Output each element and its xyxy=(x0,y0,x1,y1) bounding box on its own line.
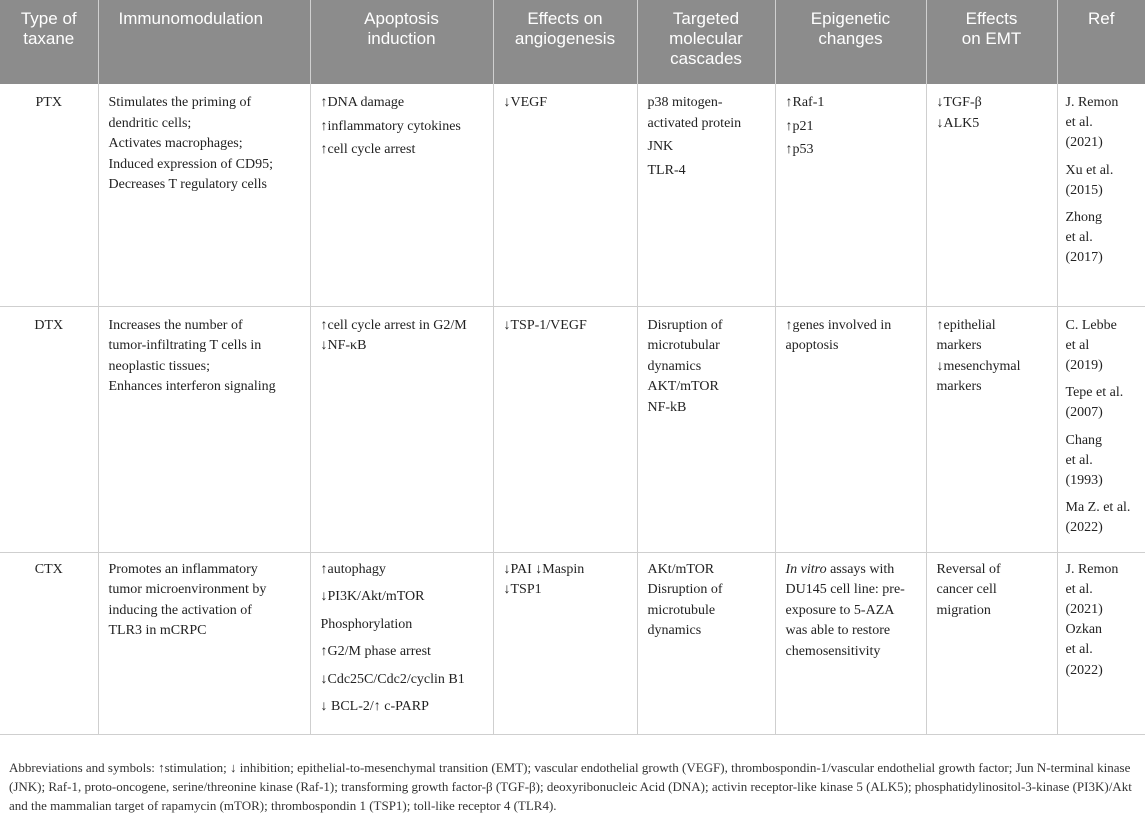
table-row-ctx xyxy=(0,552,1145,734)
cell-references: J. Remon et al. (2021) Xu et al. (2015) Zhong et al. (2017) xyxy=(1057,84,1145,306)
cell-immunomodulation: Stimulates the priming of dendritic cells; Activates macrophages; Induced expression of CD95; Decreases T regulatory cells xyxy=(98,84,310,306)
cell-immunomodulation: Promotes an inflammatory tumor microenvironment by inducing the activation of TLR3 in mCRPC xyxy=(98,552,310,734)
cell-taxane-type: DTX xyxy=(0,306,98,552)
header-epigenetic-changes: Epigenetic changes xyxy=(775,0,926,84)
italic-in-vitro: In vitro xyxy=(785,561,827,577)
cell-apoptosis-induction: ↑cell cycle arrest in G2/M ↓NF-κB xyxy=(310,306,493,552)
cell-molecular-cascades: AKt/mTOR Disruption of microtubule dynamics xyxy=(637,552,775,734)
table-header-row xyxy=(0,0,1145,84)
table-row-dtx xyxy=(0,306,1145,552)
table-row-ptx xyxy=(0,84,1145,306)
cell-angiogenesis: ↓PAI ↓Maspin ↓TSP1 xyxy=(493,552,637,734)
cell-angiogenesis: ↓VEGF xyxy=(493,84,637,306)
cell-molecular-cascades: Disruption of microtubular dynamics AKT/mTOR NF-kB xyxy=(637,306,775,552)
cell-effects-on-emt: Reversal of cancer cell migration xyxy=(926,552,1057,734)
header-effects-on-angiogenesis: Effects on angiogenesis xyxy=(493,0,637,84)
cell-immunomodulation: Increases the number of tumor-infiltrating T cells in neoplastic tissues; Enhances interferon signaling xyxy=(98,306,310,552)
header-apoptosis-induction: Apoptosis induction xyxy=(310,0,493,84)
header-targeted-molecular-cascades: Targeted molecular cascades xyxy=(637,0,775,84)
header-type-of-taxane: Type of taxane xyxy=(0,0,98,84)
cell-references: J. Remon et al. (2021) Ozkan et al. (2022) xyxy=(1057,552,1145,734)
cell-epigenetic-changes: In vitro assays with DU145 cell line: pre- exposure to 5-AZA was able to restore chemosensitivity xyxy=(775,552,926,734)
table-footnote: Abbreviations and symbols: ↑stimulation; ↓ inhibition; epithelial-to-mesenchymal transition (EMT); vascular endothelial growth (VEGF), thrombospondin-1/vascular endothelial growth factor; Jun N-terminal kinase (JNK); Raf-1, proto-oncogene, serine/threonine kinase (Raf-1); transforming growth factor-β (TGF-β); deoxyribonucleic Acid (DNA); activin receptor-like kinase 5 (ALK5); phosphatidylinositol-3-kinase (PI3K)/Akt and the mammalian target of rapamycin (mTOR); thrombospondin 1 (TSP1); toll-like receptor 4 (TLR4). xyxy=(9,760,1132,813)
cell-taxane-type: PTX xyxy=(0,84,98,306)
cell-epigenetic-changes: ↑Raf-1 ↑p21 ↑p53 xyxy=(775,84,926,306)
cell-apoptosis-induction: ↑autophagy ↓PI3K/Akt/mTOR Phosphorylation ↑G2/M phase arrest ↓Cdc25C/Cdc2/cyclin B1 ↓ BCL-2/↑ c-PARP xyxy=(310,552,493,734)
cell-molecular-cascades: p38 mitogen- activated protein JNK TLR-4 xyxy=(637,84,775,306)
cell-effects-on-emt: ↑epithelial markers ↓mesenchymal markers xyxy=(926,306,1057,552)
header-effects-on-emt: Effects on EMT xyxy=(926,0,1057,84)
cell-apoptosis-induction: ↑DNA damage ↑inflammatory cytokines ↑cell cycle arrest xyxy=(310,84,493,306)
cell-references: C. Lebbe et al (2019) Tepe et al. (2007) Chang et al. (1993) Ma Z. et al. (2022) xyxy=(1057,306,1145,552)
cell-epigenetic-changes: ↑genes involved in apoptosis xyxy=(775,306,926,552)
cell-effects-on-emt: ↓TGF-β ↓ALK5 xyxy=(926,84,1057,306)
cell-angiogenesis: ↓TSP-1/VEGF xyxy=(493,306,637,552)
header-ref: Ref xyxy=(1057,0,1145,84)
cell-taxane-type: CTX xyxy=(0,552,98,734)
header-immunomodulation: Immunomodulation xyxy=(98,0,310,84)
